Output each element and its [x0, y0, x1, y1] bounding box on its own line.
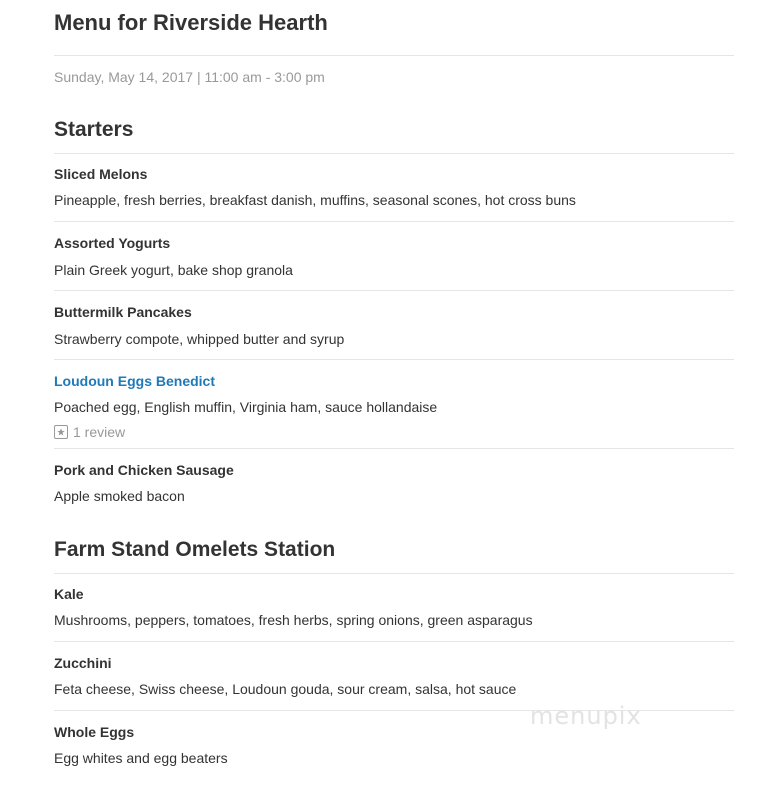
section-title-starters: Starters — [54, 118, 134, 141]
item-name: Assorted Yogurts — [54, 235, 171, 251]
item-desc: Strawberry compote, whipped butter and syrup — [54, 331, 345, 347]
item-desc: Poached egg, English muffin, Virginia ham, sauce hollandaise — [54, 399, 438, 415]
item-desc: Pineapple, fresh berries, breakfast danish, muffins, seasonal scones, hot cross buns — [54, 192, 576, 208]
item-name: Kale — [54, 586, 84, 602]
item-desc: Mushrooms, peppers, tomatoes, fresh herbs, spring onions, green asparagus — [54, 612, 533, 628]
item-name: Sliced Melons — [54, 166, 148, 182]
review-link[interactable] — [54, 424, 125, 440]
divider — [54, 641, 734, 642]
item-name: Pork and Chicken Sausage — [54, 462, 234, 478]
divider — [54, 55, 734, 56]
item-name: Buttermilk Pancakes — [54, 304, 192, 320]
divider — [54, 153, 734, 154]
divider — [54, 448, 734, 449]
star-icon — [54, 425, 68, 439]
item-desc: Apple smoked bacon — [54, 488, 185, 504]
divider — [54, 359, 734, 360]
page-title: Menu for Riverside Hearth — [54, 10, 328, 35]
divider — [54, 221, 734, 222]
item-name: Zucchini — [54, 655, 112, 671]
divider — [54, 573, 734, 574]
divider — [54, 290, 734, 291]
review-count: 1 review — [73, 424, 126, 440]
section-title-omelets: Farm Stand Omelets Station — [54, 538, 336, 561]
item-desc: Feta cheese, Swiss cheese, Loudoun gouda, sour cream, salsa, hot sauce — [54, 681, 517, 697]
item-link-loudoun-eggs-benedict[interactable]: Loudoun Eggs Benedict — [54, 373, 215, 389]
item-desc: Egg whites and egg beaters — [54, 750, 228, 766]
item-desc: Plain Greek yogurt, bake shop granola — [54, 262, 293, 278]
watermark: menupix — [530, 702, 642, 730]
menu-date: Sunday, May 14, 2017 | 11:00 am - 3:00 pm — [54, 69, 325, 85]
item-name: Whole Eggs — [54, 724, 135, 740]
